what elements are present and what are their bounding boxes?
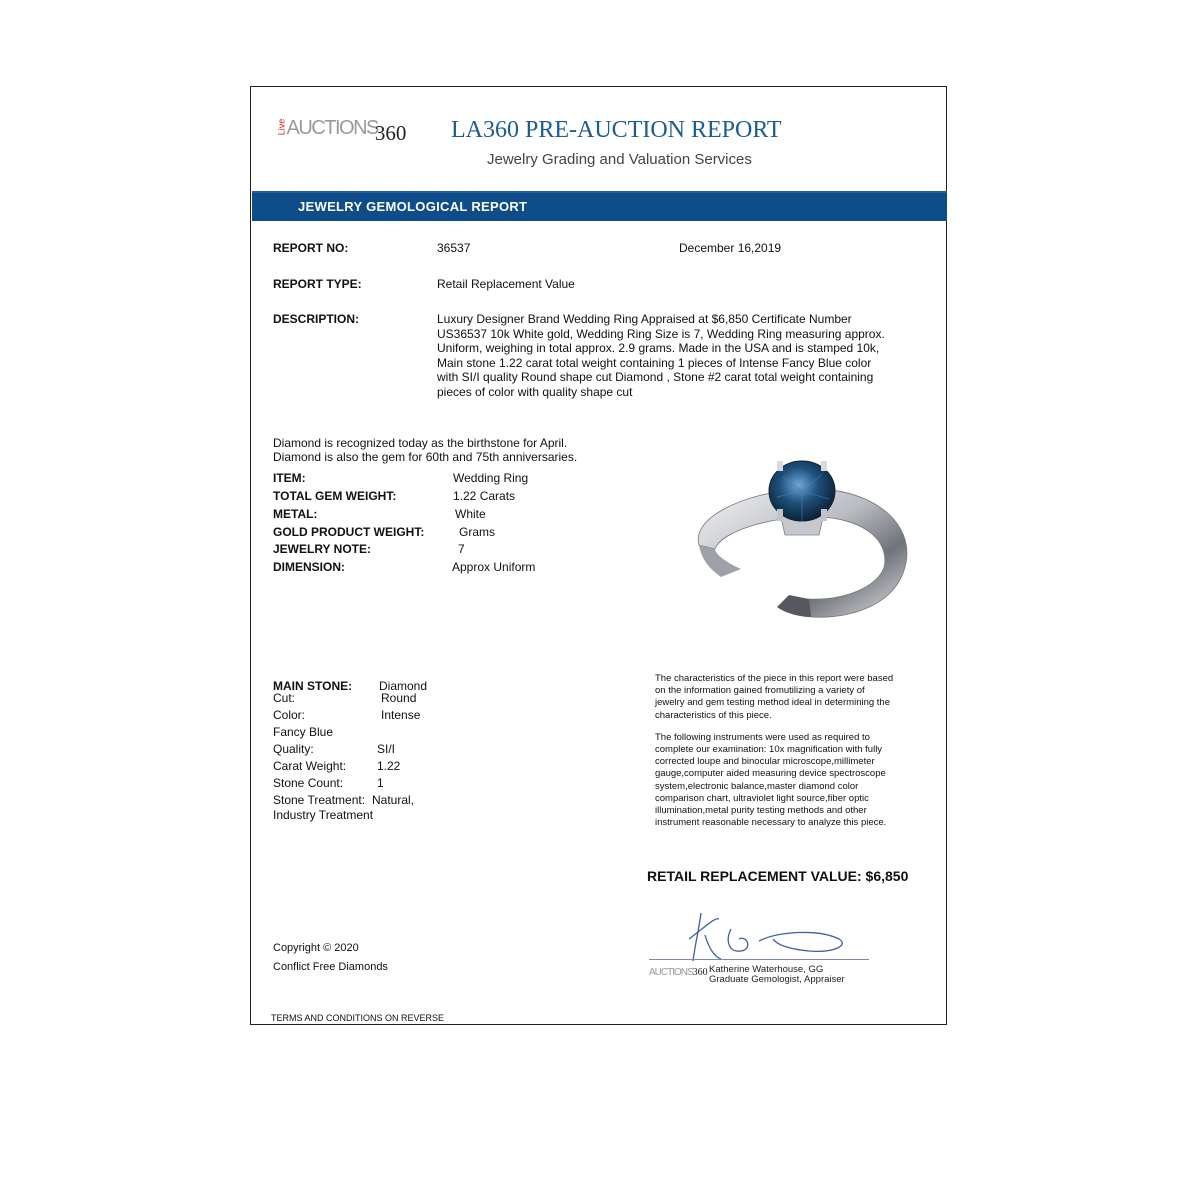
report-type-value: Retail Replacement Value (437, 277, 575, 291)
signature-logo: AUCTIONS360 (649, 967, 708, 978)
report-subtitle: Jewelry Grading and Valuation Services (487, 151, 752, 168)
gold-weight-value: Grams (459, 525, 495, 539)
report-date: December 16,2019 (679, 241, 782, 255)
liveauctions360-logo: LiveAUCTIONS360 (276, 117, 407, 145)
metal-value: White (455, 507, 486, 521)
jewelry-note-label: JEWELRY NOTE: (273, 542, 372, 556)
signature-icon (649, 905, 879, 965)
report-title: LA360 PRE-AUCTION REPORT (451, 117, 782, 143)
cut-value: Round (381, 691, 417, 705)
footer-notes: Copyright © 2020 Conflict Free Diamonds (273, 942, 388, 973)
metal-label: METAL: (273, 507, 318, 521)
dimension-label: DIMENSION: (273, 560, 345, 574)
item-label: ITEM: (273, 471, 306, 485)
band-label: JEWELRY GEMOLOGICAL REPORT (298, 199, 528, 214)
terms-notice: TERMS AND CONDITIONS ON REVERSE (271, 1013, 445, 1023)
color-value-a: Intense (381, 708, 421, 722)
report-no-value: 36537 (437, 241, 471, 255)
cut-label: Cut: (273, 691, 296, 705)
signature-line (649, 959, 869, 960)
birthstone-note: Diamond is recognized today as the birthstone for April. Diamond is also the gem for 60th and 75th anniversaries. (273, 436, 578, 464)
report-no-label: REPORT NO: (273, 241, 349, 255)
main-stone-type: Diamond (379, 679, 428, 693)
count-label: Stone Count: (273, 776, 344, 790)
treatment-label: Stone Treatment: (273, 793, 366, 807)
treatment-value-b: Industry Treatment (273, 808, 374, 822)
gem-weight-value: 1.22 Carats (453, 489, 516, 503)
quality-label: Quality: (273, 742, 314, 756)
ring-photo-icon (681, 449, 921, 627)
color-value-b: Fancy Blue (273, 725, 334, 739)
jewelry-note-value: 7 (458, 542, 465, 556)
report-page (250, 86, 947, 1025)
gold-weight-label: GOLD PRODUCT WEIGHT: (273, 525, 425, 539)
retail-value: RETAIL REPLACEMENT VALUE: $6,850 (647, 868, 909, 884)
item-value: Wedding Ring (453, 471, 529, 485)
description-text: Luxury Designer Brand Wedding Ring Appraised at $6,850 Certificate Number US36537 10k White gold, Wedding Ring Size is 7, Wedding Ring measuring approx. Uniform, weighing in total approx. 2.9 grams. Made in the USA and is stamped 10k, Main stone 1.22 carat total weight containing 1 pieces of Intense Fancy Blue color with SI/I quality Round shape cut Diamond , Stone #2 carat total weight containing pieces of color with quality shape cut (437, 312, 885, 399)
carat-label: Carat Weight: (273, 759, 347, 773)
description-label: DESCRIPTION: (273, 312, 360, 326)
main-stone-label: MAIN STONE: (273, 679, 353, 693)
characteristics-note: The characteristics of the piece in this report were based on the information gained fromutilizing a variety of jewelry and gem testing method ideal in determining the characteristics of this piece. The following instruments were used as required to complete our examination: 10x magnification with fully corrected loupe and binocular microscope,millimeter gauge,computer aided measuring device spectroscope system,electronic balance,master diamond color comparison chart, ultraviolet light source,fiber optic illumination,metal purity testing methods and other instrument reasonable necessary to analyze this piece. (655, 673, 894, 829)
carat-value: 1.22 (377, 759, 401, 773)
color-label: Color: (273, 708, 306, 722)
report-type-label: REPORT TYPE: (273, 277, 362, 291)
count-value: 1 (377, 776, 384, 790)
section-band (252, 191, 947, 221)
appraiser-info: Katherine Waterhouse, GG Graduate Gemologist, Appraiser (709, 964, 845, 985)
gem-weight-label: TOTAL GEM WEIGHT: (273, 489, 397, 503)
treatment-value-a: Natural, (372, 793, 415, 807)
dimension-value: Approx Uniform (452, 560, 536, 574)
quality-value: SI/I (377, 742, 396, 756)
